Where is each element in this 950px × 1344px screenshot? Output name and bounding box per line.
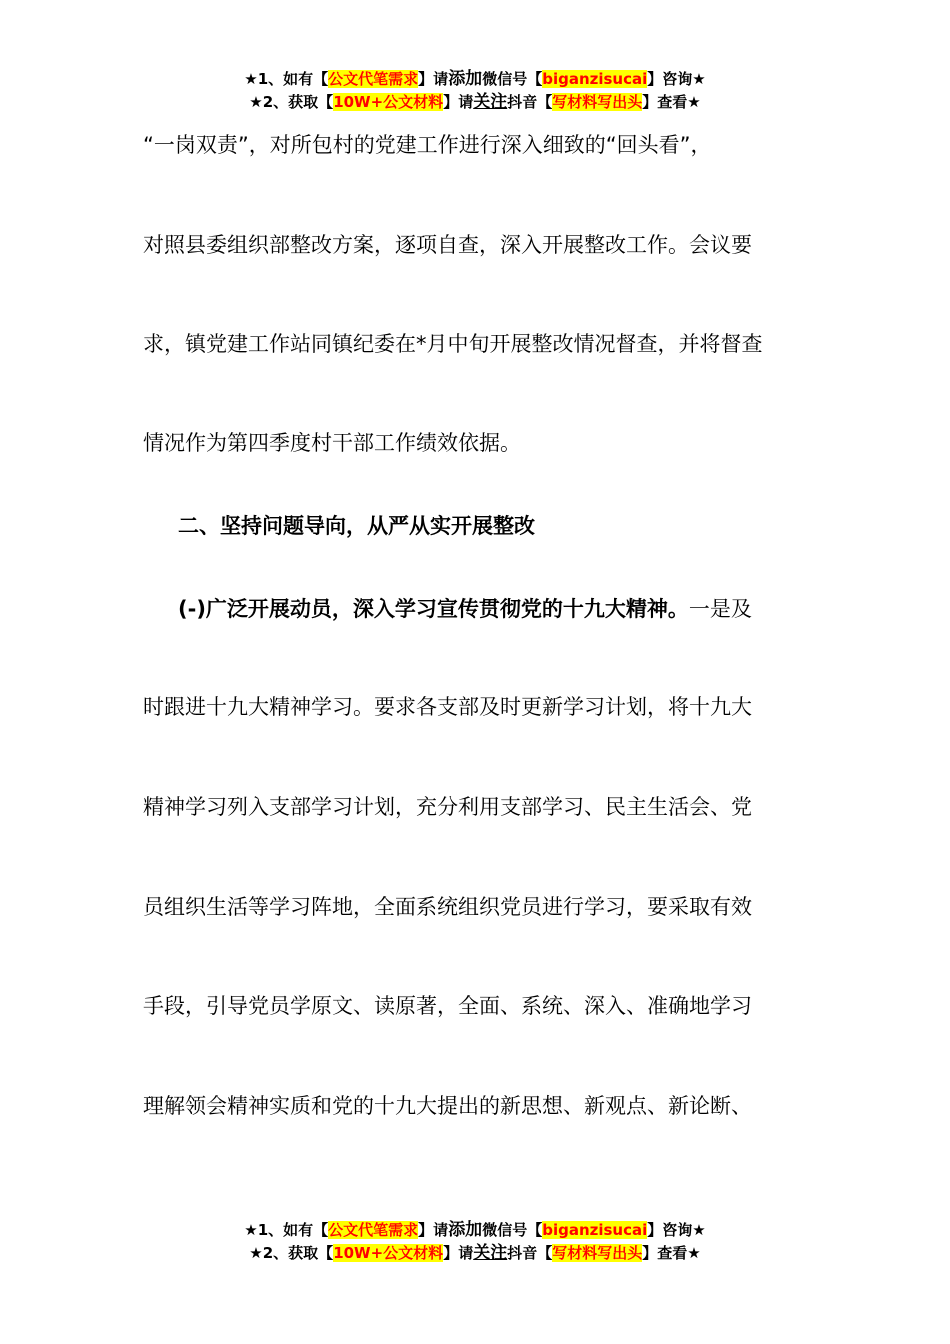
ad-highlight: 写材料写出头 (552, 1244, 643, 1262)
ad-text: 微信号【 (482, 70, 543, 88)
ad-text: 抖音【 (507, 1244, 553, 1262)
ad-highlight: 公文代笔需求 (328, 70, 419, 88)
ad-text: 】请 (443, 1244, 474, 1262)
ad-line-2 (0, 91, 950, 114)
ad-text: 】查看★ (642, 1244, 701, 1262)
paragraph-line: 对照县委组织部整改方案，逐项自查，深入开展整改工作。会议要 (143, 233, 752, 257)
ad-banner-top (0, 68, 950, 114)
ad-text: ★2、获取【 (249, 1244, 334, 1262)
ad-text: ★1、如有【 (244, 1221, 329, 1239)
ad-highlight: biganzisucai (542, 1221, 648, 1239)
ad-highlight: 10W+公文材料 (333, 1244, 444, 1262)
subsection-heading: (-)广泛开展动员，深入学习宣传贯彻党的十九大精神。 (178, 597, 689, 621)
ad-line-1 (0, 68, 950, 91)
paragraph-line: 员组织生活等学习阵地，全面系统组织党员进行学习，要采取有效 (143, 895, 752, 919)
ad-text: 添加 (448, 69, 483, 89)
ad-highlight: 公文代笔需求 (328, 1221, 419, 1239)
ad-highlight: 写材料写出头 (552, 93, 643, 111)
ad-text: 】请 (443, 93, 474, 111)
ad-text: 】请 (418, 1221, 449, 1239)
paragraph-line: 精神学习列入支部学习计划，充分利用支部学习、民主生活会、党 (143, 795, 752, 819)
ad-text: 】咨询★ (647, 70, 706, 88)
ad-text: ★2、获取【 (249, 93, 334, 111)
ad-text: 】咨询★ (647, 1221, 706, 1239)
paragraph-line: 理解领会精神实质和党的十九大提出的新思想、新观点、新论断、 (143, 1094, 752, 1118)
paragraph-line: 情况作为第四季度村干部工作绩效依据。 (143, 431, 521, 455)
ad-text: 微信号【 (482, 1221, 543, 1239)
paragraph-text: 一是及 (688, 597, 752, 621)
paragraph-line: “一岗双责”，对所包村的党建工作进行深入细致的“回头看”， (143, 133, 712, 157)
ad-text: 添加 (448, 1220, 483, 1240)
ad-text: 】查看★ (642, 93, 701, 111)
ad-text: 关注 (473, 1243, 508, 1263)
section-heading: 二、坚持问题导向，从严从实开展整改 (178, 514, 535, 538)
paragraph-line: 手段，引导党员学原文、读原著，全面、系统、深入、准确地学习 (143, 994, 752, 1018)
ad-text: 关注 (473, 92, 508, 112)
paragraph-line (178, 594, 752, 624)
ad-banner-bottom (0, 1219, 950, 1265)
ad-highlight: 10W+公文材料 (333, 93, 444, 111)
ad-text: ★1、如有【 (244, 70, 329, 88)
ad-text: 】请 (418, 70, 449, 88)
ad-line-1 (0, 1219, 950, 1242)
ad-highlight: biganzisucai (542, 70, 648, 88)
ad-text: 抖音【 (507, 93, 553, 111)
paragraph-line: 时跟进十九大精神学习。要求各支部及时更新学习计划，将十九大 (143, 695, 752, 719)
ad-line-2 (0, 1242, 950, 1265)
paragraph-line: 求，镇党建工作站同镇纪委在*月中旬开展整改情况督查，并将督查 (143, 332, 763, 356)
